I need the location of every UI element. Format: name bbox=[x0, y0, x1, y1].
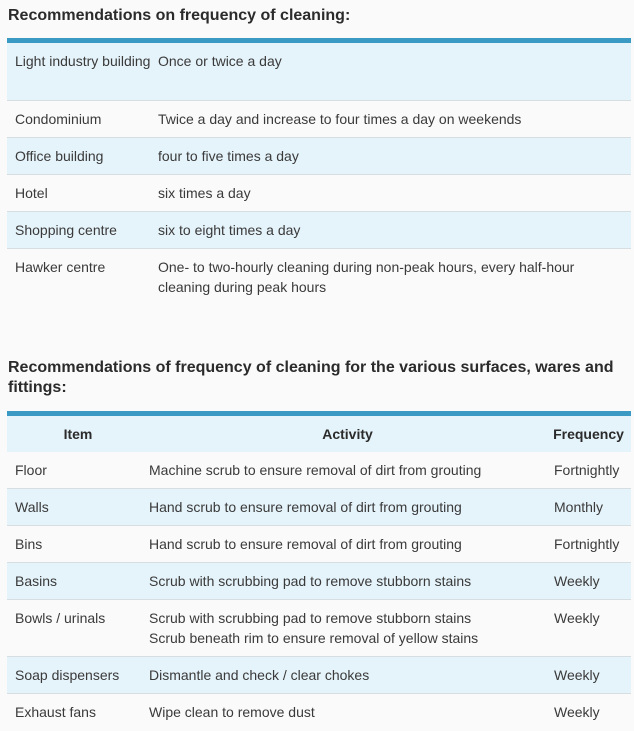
frequency-cell: Twice a day and increase to four times a day on weekends bbox=[158, 111, 522, 127]
table-row bbox=[7, 212, 631, 249]
item-cell: Bins bbox=[15, 536, 43, 552]
table-row bbox=[7, 138, 631, 175]
table-row bbox=[7, 526, 631, 563]
column-header-item: Item bbox=[63, 426, 93, 442]
building-type-cell: Hotel bbox=[15, 185, 48, 201]
column-header-activity: Activity bbox=[322, 426, 373, 442]
table-row bbox=[7, 175, 631, 212]
building-type-cell: Office building bbox=[15, 148, 104, 164]
building-type-cell: Light industry building bbox=[15, 53, 151, 69]
table-row bbox=[7, 489, 631, 526]
frequency-cell: Weekly bbox=[554, 704, 600, 720]
item-cell: Exhaust fans bbox=[15, 704, 96, 720]
item-cell: Basins bbox=[15, 573, 58, 589]
activity-cell: Hand scrub to ensure removal of dirt from grouting bbox=[149, 499, 462, 515]
item-cell: Walls bbox=[15, 499, 49, 515]
frequency-cell: six times a day bbox=[158, 185, 251, 201]
activity-cell: Machine scrub to ensure removal of dirt from grouting bbox=[149, 462, 482, 478]
frequency-cell: Monthly bbox=[554, 499, 604, 515]
table-row bbox=[7, 657, 631, 694]
table-row bbox=[7, 694, 631, 731]
table-row bbox=[7, 452, 631, 489]
item-cell: Soap dispensers bbox=[15, 667, 120, 683]
section1-heading: Recommendations on frequency of cleaning: bbox=[8, 7, 351, 24]
table-row bbox=[7, 249, 631, 306]
activity-cell: Scrub with scrubbing pad to remove stubborn stains bbox=[149, 573, 472, 589]
item-cell: Floor bbox=[15, 462, 47, 478]
frequency-cell: Weekly bbox=[554, 573, 600, 589]
table-row bbox=[7, 41, 631, 101]
building-type-cell: Shopping centre bbox=[15, 222, 117, 238]
frequency-cell: One- to two-hourly cleaning during non-peak hours, every half-hour cleaning during peak hours bbox=[158, 259, 575, 295]
cleaning-frequency-table bbox=[7, 38, 631, 305]
table-row bbox=[7, 101, 631, 138]
frequency-cell: Fortnightly bbox=[554, 536, 620, 552]
column-header-frequency: Frequency bbox=[553, 426, 624, 442]
frequency-cell: Weekly bbox=[554, 667, 600, 683]
activity-cell: Hand scrub to ensure removal of dirt from grouting bbox=[149, 536, 462, 552]
activity-cell: Wipe clean to remove dust bbox=[149, 704, 315, 720]
frequency-cell: Once or twice a day bbox=[158, 53, 282, 69]
frequency-cell: four to five times a day bbox=[158, 148, 299, 164]
item-cell: Bowls / urinals bbox=[15, 610, 106, 626]
table-row bbox=[7, 600, 631, 657]
building-type-cell: Hawker centre bbox=[15, 259, 106, 275]
frequency-cell: Weekly bbox=[554, 610, 600, 626]
activity-cell: Dismantle and check / clear chokes bbox=[149, 667, 370, 683]
activity-cell: Scrub with scrubbing pad to remove stubborn stains Scrub beneath rim to ensure removal of yellow stains bbox=[149, 610, 479, 646]
section2-heading: Recommendations of frequency of cleaning for the various surfaces, wares and fittings: bbox=[8, 359, 614, 396]
table-header-row bbox=[7, 414, 631, 453]
frequency-cell: six to eight times a day bbox=[158, 222, 301, 238]
surfaces-cleaning-table bbox=[7, 411, 631, 730]
frequency-cell: Fortnightly bbox=[554, 462, 620, 478]
building-type-cell: Condominium bbox=[15, 111, 102, 127]
table-row bbox=[7, 563, 631, 600]
